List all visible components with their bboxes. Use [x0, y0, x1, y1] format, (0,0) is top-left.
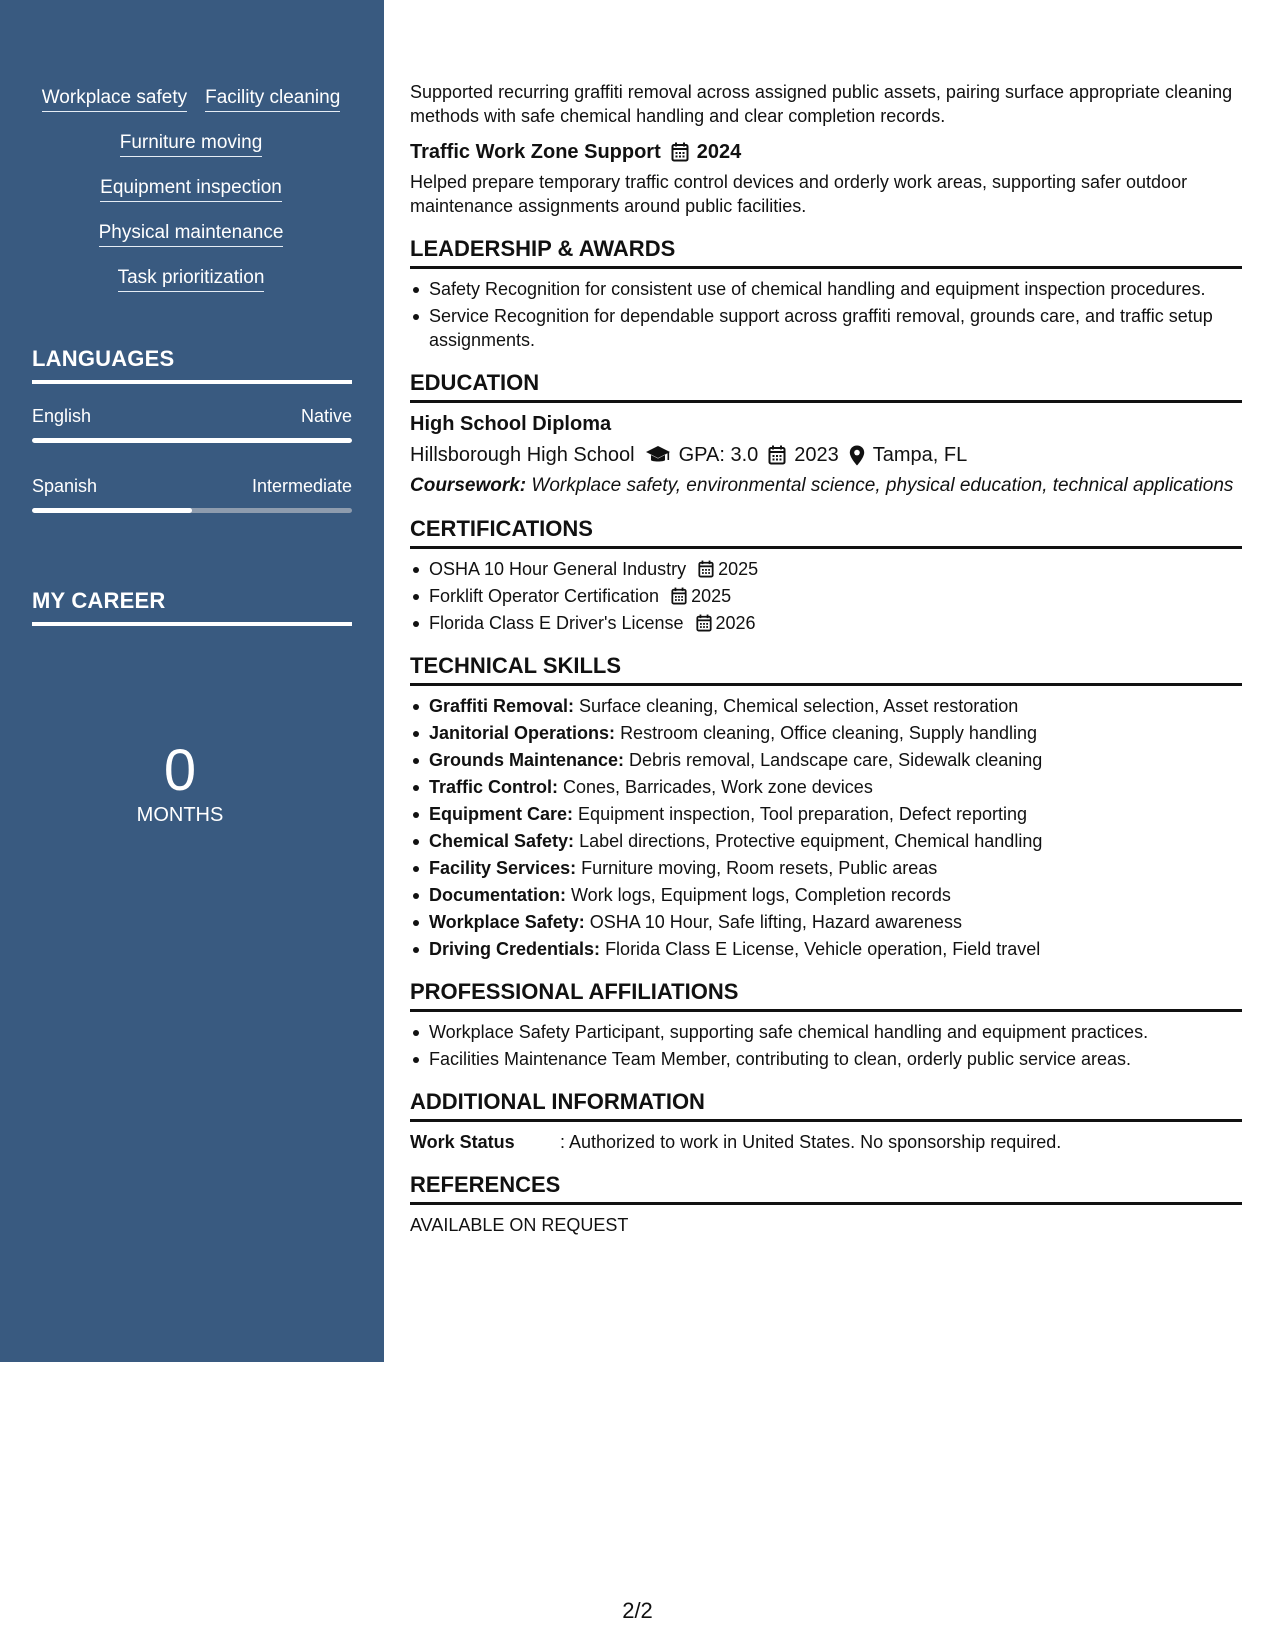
education-degree: High School Diploma — [410, 413, 612, 435]
list-item — [410, 883, 1242, 907]
references-text: AVAILABLE ON REQUEST — [410, 1215, 629, 1235]
list-item: Facilities Maintenance Team Member, contributing to clean, orderly public service areas. — [410, 1047, 1242, 1071]
skill-tag: Task prioritization — [118, 266, 265, 292]
skill-value: Debris removal, Landscape care, Sidewalk cleaning — [629, 750, 1043, 770]
list-item: Safety Recognition for consistent use of chemical handling and equipment inspection procedures. — [410, 277, 1242, 301]
list-item — [410, 937, 1242, 961]
location-pin-icon — [849, 445, 865, 466]
entry-description: Helped prepare temporary traffic control devices and orderly work areas, supporting safer outdoor maintenance assignments around public facilities. — [410, 172, 1188, 216]
list-item — [410, 802, 1242, 826]
calendar-icon — [698, 560, 714, 578]
entry-year: 2024 — [696, 141, 742, 163]
work-status-value: : Authorized to work in United States. No sponsorship required. — [560, 1132, 1062, 1152]
certifications-heading: CERTIFICATIONS — [410, 516, 1242, 549]
calendar-icon — [696, 614, 712, 632]
list-item — [410, 856, 1242, 880]
skill-value: OSHA 10 Hour, Safe lifting, Hazard awareness — [589, 912, 962, 932]
affiliations-heading: PROFESSIONAL AFFILIATIONS — [410, 979, 1242, 1012]
language-proficiency-fill — [32, 508, 192, 513]
skill-tag: Physical maintenance — [99, 221, 284, 247]
certification-name: Florida Class E Driver's License — [429, 613, 684, 633]
career-heading: MY CAREER — [32, 588, 352, 626]
skill-value: Equipment inspection, Tool preparation, Defect reporting — [578, 804, 1027, 824]
calendar-icon — [671, 142, 689, 162]
skill-value: Work logs, Equipment logs, Completion records — [571, 885, 951, 905]
skill-tag: Workplace safety — [42, 86, 187, 112]
skill-label: Grounds Maintenance: — [429, 750, 625, 770]
skill-row — [32, 86, 350, 112]
leadership-list — [410, 277, 1242, 352]
skill-row — [32, 266, 350, 292]
coursework-text: Workplace safety, environmental science, physical education, technical applications — [531, 475, 1234, 496]
skill-tag: Furniture moving — [120, 131, 263, 157]
work-status-label: Work Status — [410, 1132, 515, 1152]
coursework-label: Coursework: — [410, 475, 527, 496]
list-item — [410, 721, 1242, 745]
skill-label: Workplace Safety: — [429, 912, 585, 932]
experience-entry-title — [410, 140, 1242, 164]
education-heading: EDUCATION — [410, 370, 1242, 403]
skill-label: Driving Credentials: — [429, 939, 601, 959]
work-status-row — [410, 1130, 1242, 1154]
list-item — [410, 775, 1242, 799]
certification-year: 2026 — [715, 613, 756, 633]
technical-skills-list — [410, 694, 1242, 961]
education-coursework — [410, 474, 1242, 498]
skill-value: Label directions, Protective equipment, Chemical handling — [579, 831, 1043, 851]
entry-date — [671, 140, 742, 164]
skill-row — [32, 176, 350, 202]
language-proficiency-bar — [32, 438, 352, 443]
certifications-list — [410, 557, 1242, 635]
skill-tags — [32, 86, 350, 311]
certification-name: Forklift Operator Certification — [429, 586, 660, 606]
skill-label: Facility Services: — [429, 858, 577, 878]
language-proficiency-fill — [32, 438, 352, 443]
list-item — [410, 829, 1242, 853]
skill-tag: Facility cleaning — [205, 86, 340, 112]
list-item: Service Recognition for dependable support across graffiti removal, grounds care, and traffic setup assignments. — [410, 304, 1242, 352]
skill-value: Surface cleaning, Chemical selection, Asset restoration — [579, 696, 1019, 716]
language-name: Spanish — [32, 476, 98, 496]
language-item-english — [32, 405, 352, 443]
main-content — [410, 80, 1242, 1237]
affiliations-list — [410, 1020, 1242, 1071]
intro-text: Supported recurring graffiti removal across assigned public assets, pairing surface appropriate cleaning methods with safe chemical handling and clear completion records. — [410, 82, 1233, 126]
career-value: 0 — [163, 738, 197, 803]
list-item — [410, 748, 1242, 772]
skill-label: Traffic Control: — [429, 777, 558, 797]
language-name: English — [32, 406, 92, 426]
education-school: Hillsborough High School — [410, 444, 635, 466]
list-item — [410, 557, 1242, 581]
language-level: Native — [300, 406, 352, 426]
skill-value: Cones, Barricades, Work zone devices — [563, 777, 873, 797]
entry-title: Traffic Work Zone Support — [410, 141, 661, 163]
skill-label: Documentation: — [429, 885, 566, 905]
skill-value: Restroom cleaning, Office cleaning, Supply handling — [620, 723, 1037, 743]
calendar-icon — [768, 445, 786, 465]
education-location: Tampa, FL — [872, 444, 968, 466]
graduation-cap-icon — [645, 445, 671, 465]
language-proficiency-bar — [32, 508, 352, 513]
languages-heading: LANGUAGES — [32, 346, 352, 384]
education-year: 2023 — [794, 444, 839, 466]
list-item — [410, 611, 1242, 635]
skill-label: Graffiti Removal: — [429, 696, 575, 716]
leadership-heading: LEADERSHIP & AWARDS — [410, 236, 1242, 269]
technical-skills-heading: TECHNICAL SKILLS — [410, 653, 1242, 686]
additional-info-heading: ADDITIONAL INFORMATION — [410, 1089, 1242, 1122]
skill-value: Florida Class E License, Vehicle operation, Field travel — [605, 939, 1041, 959]
list-item — [410, 694, 1242, 718]
certification-year: 2025 — [718, 559, 759, 579]
certification-name: OSHA 10 Hour General Industry — [429, 559, 687, 579]
list-item — [410, 584, 1242, 608]
references-heading: REFERENCES — [410, 1172, 1242, 1205]
list-item — [410, 910, 1242, 934]
skill-row — [32, 131, 350, 157]
skill-row — [32, 221, 350, 247]
language-item-spanish — [32, 475, 352, 513]
list-item: Workplace Safety Participant, supporting safe chemical handling and equipment practices. — [410, 1020, 1242, 1044]
calendar-icon — [671, 587, 687, 605]
skill-label: Chemical Safety: — [429, 831, 575, 851]
career-counter — [0, 740, 360, 826]
skill-label: Equipment Care: — [429, 804, 574, 824]
page-number: 2/2 — [622, 1598, 653, 1623]
education-gpa: GPA: 3.0 — [678, 444, 759, 466]
education-details — [410, 442, 1242, 468]
sidebar — [0, 0, 384, 1362]
career-unit: MONTHS — [136, 804, 224, 826]
language-level: Intermediate — [251, 476, 352, 496]
skill-value: Furniture moving, Room resets, Public areas — [581, 858, 938, 878]
certification-year: 2025 — [691, 586, 732, 606]
skill-label: Janitorial Operations: — [429, 723, 616, 743]
skill-tag: Equipment inspection — [100, 176, 282, 202]
